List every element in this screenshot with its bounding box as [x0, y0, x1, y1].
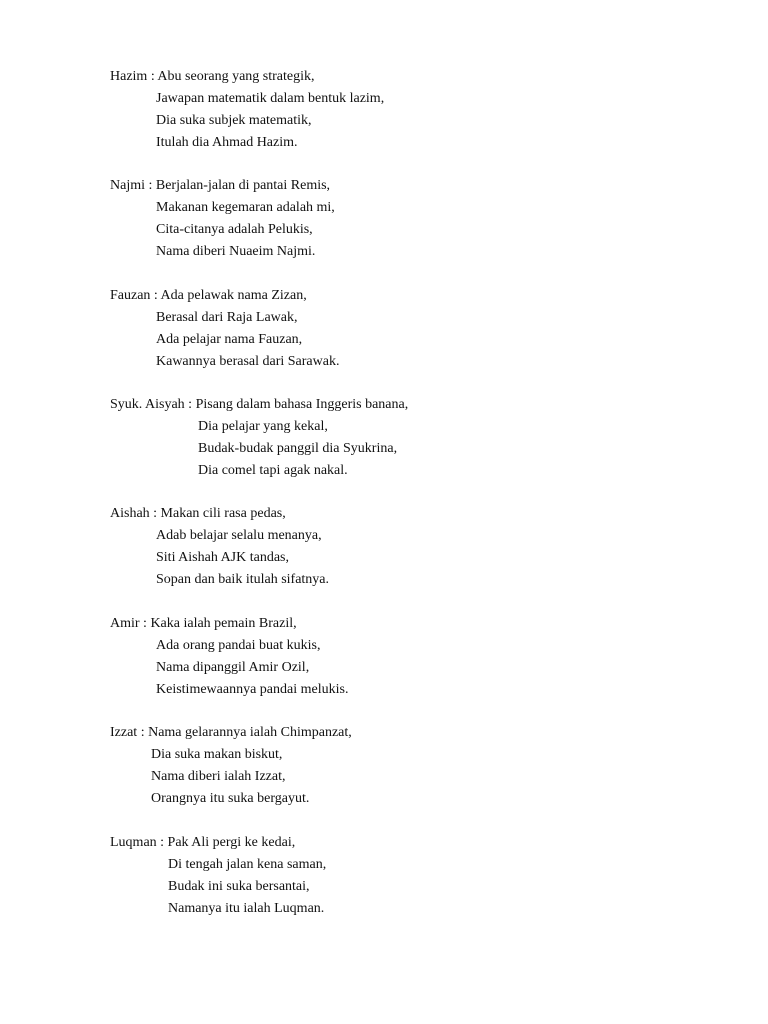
stanza-line: Kawannya berasal dari Sarawak.: [156, 354, 340, 369]
stanza-line: Aishah : Makan cili rasa pedas,: [110, 506, 286, 521]
stanza-line: Fauzan : Ada pelawak nama Zizan,: [110, 288, 307, 303]
stanza-line: Hazim : Abu seorang yang strategik,: [110, 69, 315, 84]
stanza-line: Makanan kegemaran adalah mi,: [156, 200, 335, 215]
stanza-aishah: [110, 503, 730, 591]
stanza-line: Ada orang pandai buat kukis,: [156, 638, 321, 653]
stanza-line: Di tengah jalan kena saman,: [168, 857, 327, 872]
stanza-syuk-aisyah: [110, 394, 730, 482]
stanza-line: Berasal dari Raja Lawak,: [156, 310, 298, 325]
stanza-fauzan: [110, 285, 730, 373]
stanza-line: Nama diberi ialah Izzat,: [151, 769, 286, 784]
stanza-line: Orangnya itu suka bergayut.: [151, 791, 310, 806]
stanza-line: Namanya itu ialah Luqman.: [168, 901, 325, 916]
stanza-najmi: [110, 175, 730, 263]
stanza-line: Jawapan matematik dalam bentuk lazim,: [156, 91, 385, 106]
stanza-line: Luqman : Pak Ali pergi ke kedai,: [110, 835, 296, 850]
stanza-line: Budak ini suka bersantai,: [168, 879, 310, 894]
stanza-line: Izzat : Nama gelarannya ialah Chimpanzat,: [110, 725, 352, 740]
stanza-line: Itulah dia Ahmad Hazim.: [156, 135, 298, 150]
stanza-line: Amir : Kaka ialah pemain Brazil,: [110, 616, 297, 631]
stanza-line: Syuk. Aisyah : Pisang dalam bahasa Inggeris banana,: [110, 397, 409, 412]
stanza-hazim: [110, 66, 730, 154]
stanza-izzat: [110, 722, 730, 810]
stanza-line: Adab belajar selalu menanya,: [156, 528, 322, 543]
stanza-line: Ada pelajar nama Fauzan,: [156, 332, 303, 347]
stanza-line: Dia suka subjek matematik,: [156, 113, 312, 128]
stanza-line: Siti Aishah AJK tandas,: [156, 550, 290, 565]
stanza-luqman: [110, 832, 730, 920]
stanza-line: Sopan dan baik itulah sifatnya.: [156, 572, 330, 587]
stanza-line: Dia pelajar yang kekal,: [198, 419, 328, 434]
stanza-line: Cita-citanya adalah Pelukis,: [156, 222, 313, 237]
stanza-line: Nama dipanggil Amir Ozil,: [156, 660, 310, 675]
stanza-line: Keistimewaannya pandai melukis.: [156, 682, 349, 697]
stanza-line: Dia comel tapi agak nakal.: [198, 463, 348, 478]
stanza-line: Budak-budak panggil dia Syukrina,: [198, 441, 398, 456]
stanza-amir: [110, 613, 730, 701]
stanza-line: Dia suka makan biskut,: [151, 747, 283, 762]
stanza-line: Nama diberi Nuaeim Najmi.: [156, 244, 316, 259]
stanza-line: Najmi : Berjalan-jalan di pantai Remis,: [110, 178, 331, 193]
